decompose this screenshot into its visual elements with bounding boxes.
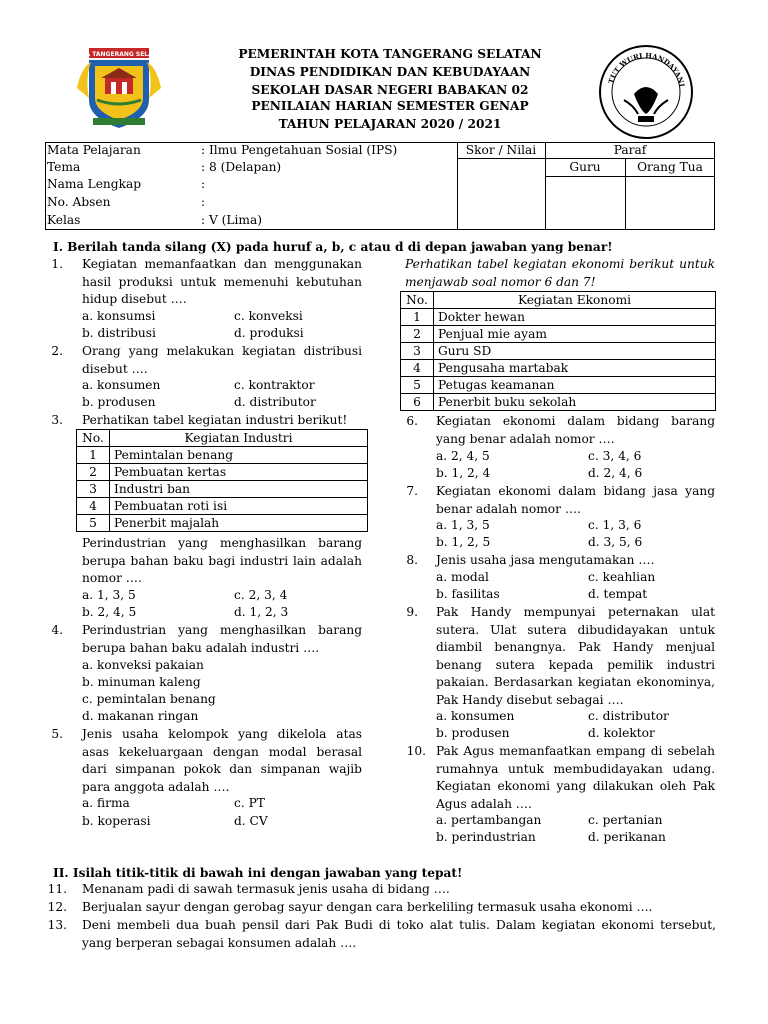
q9-option-d[interactable]: d. kolektor (588, 726, 655, 740)
table-cell-kegiatan: Pembuatan roti isi (110, 498, 368, 515)
table-header-no: No. (77, 430, 110, 447)
q9-option-a[interactable]: a. konsumen (436, 709, 515, 723)
q7-number: 7. (406, 484, 418, 498)
q10-number: 10. (406, 744, 426, 758)
table-cell-kegiatan: Industri ban (110, 481, 368, 498)
header-line-2: DINAS PENDIDIKAN DAN KEBUDAYAAN (249, 65, 531, 79)
q5-option-a[interactable]: a. firma (82, 796, 130, 810)
q3-option-c[interactable]: c. 2, 3, 4 (234, 588, 288, 602)
table-header-row (401, 292, 716, 309)
identity-value: : 8 (Delapan) (201, 160, 282, 174)
table-cell-kegiatan: Pengusaha martabak (434, 360, 716, 377)
q3-intro: Perhatikan tabel kegiatan industri berikut! (82, 413, 348, 427)
q6-option-b[interactable]: b. 1, 2, 4 (436, 466, 491, 480)
header-line-5: TAHUN PELAJARAN 2020 / 2021 (278, 117, 502, 131)
q9-option-b[interactable]: b. produsen (436, 726, 510, 740)
q6-text: Kegiatan ekonomi dalam bidang barang yang benar adalah nomor …. (436, 414, 715, 446)
q3-number: 3. (51, 413, 63, 427)
q9-option-c[interactable]: c. distributor (588, 709, 669, 723)
guru-label: Guru (569, 160, 601, 174)
q1-text: Kegiatan memanfaatkan dan menggunakan hasil produksi untuk memenuhi kebutuhan hidup disebut …. (82, 257, 362, 306)
paraf-label: Paraf (613, 143, 647, 157)
q8-text: Jenis usaha jasa mengutamakan …. (436, 553, 655, 567)
header-line-1: PEMERINTAH KOTA TANGERANG SELATAN (238, 47, 542, 61)
q10-option-a[interactable]: a. pertambangan (436, 813, 542, 827)
q8-option-b[interactable]: b. fasilitas (436, 587, 500, 601)
q8-option-d[interactable]: d. tempat (588, 587, 648, 601)
q10-option-d[interactable]: d. perikanan (588, 830, 666, 844)
industry-table (76, 429, 368, 532)
q6-option-d[interactable]: d. 2, 4, 6 (588, 466, 643, 480)
q1-option-c[interactable]: c. konveksi (234, 309, 303, 323)
q10-text: Pak Agus memanfaatkan empang di sebelah rumahnya untuk membudidayakan udang. Kegiatan ekonomi yang dilakukan oleh Pak Agus adalah …. (436, 744, 715, 811)
identity-value: : V (Lima) (201, 213, 262, 227)
q2-option-a[interactable]: a. konsumen (82, 378, 161, 392)
table-cell-kegiatan: Petugas keamanan (434, 377, 716, 394)
q7-option-b[interactable]: b. 1, 2, 5 (436, 535, 491, 549)
table-row (77, 447, 368, 464)
q13-number: 13. (47, 918, 67, 932)
economy-table (400, 291, 716, 411)
table-cell-no: 2 (77, 464, 110, 481)
q4-option-a[interactable]: a. konveksi pakaian (82, 658, 204, 672)
q6-number: 6. (406, 414, 418, 428)
section-2-title: II. Isilah titik-titik di bawah ini dengan jawaban yang tepat! (53, 866, 463, 880)
q6-option-c[interactable]: c. 3, 4, 6 (588, 449, 642, 463)
table-cell-no: 5 (401, 377, 434, 394)
q8-option-c[interactable]: c. keahlian (588, 570, 656, 584)
table-cell-kegiatan: Guru SD (434, 343, 716, 360)
grid-line (545, 176, 715, 177)
q13-text: Deni membeli dua buah pensil dari Pak Budi di toko alat tulis. Dalam kegiatan ekonomi tersebut, yang berperan sebagai konsumen adalah …. (82, 918, 716, 950)
identity-value[interactable]: : (201, 195, 206, 209)
identity-value: : Ilmu Pengetahuan Sosial (IPS) (201, 143, 398, 157)
q10-option-b[interactable]: b. perindustrian (436, 830, 536, 844)
q1-option-b[interactable]: b. distribusi (82, 326, 156, 340)
table-row (401, 377, 716, 394)
q12-text: Berjualan sayur dengan gerobag sayur dengan cara berkeliling termasuk usaha ekonomi …. (82, 900, 653, 914)
table-row (401, 360, 716, 377)
q5-text: Jenis usaha kelompok yang dikelola atas asas kekeluargaan dengan modal berasal dari simpanan pokok dan simpanan wajib para anggota adalah …. (82, 727, 362, 794)
q3-text: Perindustrian yang menghasilkan barang berupa bahan baku bagi industri lain adalah nomor …. (82, 536, 362, 585)
q7-text: Kegiatan ekonomi dalam bidang jasa yang benar adalah nomor …. (436, 484, 715, 516)
q3-option-b[interactable]: b. 2, 4, 5 (82, 605, 137, 619)
q11-number: 11. (47, 882, 67, 896)
table-row (401, 309, 716, 326)
q2-option-b[interactable]: b. produsen (82, 395, 156, 409)
q1-option-d[interactable]: d. produksi (234, 326, 304, 340)
q9-text: Pak Handy mempunyai peternakan ulat sutera. Ulat sutera dibudidayakan untuk diambil benangnya. Pak Handy menjual benang sutera kepada pemilik industri pakaian. Berdasarkan kegiatan ekonominya, Pak Handy disebut sebagai …. (436, 605, 715, 707)
identity-value[interactable]: : (201, 177, 206, 191)
table-cell-no: 4 (77, 498, 110, 515)
table-row (77, 515, 368, 532)
q3-option-a[interactable]: a. 1, 3, 5 (82, 588, 136, 602)
q5-option-c[interactable]: c. PT (234, 796, 265, 810)
q4-number: 4. (51, 623, 63, 637)
q8-number: 8. (406, 553, 418, 567)
q9-number: 9. (406, 605, 418, 619)
table-header-row (77, 430, 368, 447)
table-cell-no: 1 (401, 309, 434, 326)
q4-option-d[interactable]: d. makanan ringan (82, 709, 199, 723)
kota-tangerang-selatan-logo (75, 48, 163, 130)
table-header-kegiatan: Kegiatan Industri (110, 430, 368, 447)
right-logo-caption: TUT WURI HANDAYANI (606, 50, 687, 88)
q2-option-d[interactable]: d. distributor (234, 395, 316, 409)
q10-option-c[interactable]: c. pertanian (588, 813, 663, 827)
table-cell-no: 5 (77, 515, 110, 532)
ortu-label: Orang Tua (637, 160, 703, 174)
q1-option-a[interactable]: a. konsumsi (82, 309, 156, 323)
table-cell-kegiatan: Penjual mie ayam (434, 326, 716, 343)
table-row (77, 464, 368, 481)
q6-option-a[interactable]: a. 2, 4, 5 (436, 449, 490, 463)
table-cell-kegiatan: Penerbit majalah (110, 515, 368, 532)
header-line-4: PENILAIAN HARIAN SEMESTER GENAP (251, 99, 529, 113)
q4-text: Perindustrian yang menghasilkan barang berupa bahan baku adalah industri …. (82, 623, 362, 655)
identity-label: No. Absen (47, 195, 111, 209)
eco-table-intro: Perhatikan tabel kegiatan ekonomi berikut untuk menjawab soal nomor 6 dan 7! (405, 257, 715, 289)
q4-option-c[interactable]: c. pemintalan benang (82, 692, 216, 706)
table-cell-no: 4 (401, 360, 434, 377)
table-cell-no: 1 (77, 447, 110, 464)
q7-option-d[interactable]: d. 3, 5, 6 (588, 535, 643, 549)
q11-text: Menanam padi di sawah termasuk jenis usaha di bidang …. (82, 882, 450, 896)
table-row (77, 498, 368, 515)
skor-label: Skor / Nilai (465, 143, 537, 157)
section-1-title: I. Berilah tanda silang (X) pada huruf a, b, c atau d di depan jawaban yang benar! (53, 240, 613, 254)
identity-label: Kelas (47, 213, 81, 227)
table-cell-no: 2 (401, 326, 434, 343)
q5-option-d[interactable]: d. CV (234, 814, 268, 828)
table-cell-kegiatan: Dokter hewan (434, 309, 716, 326)
q2-number: 2. (51, 344, 63, 358)
left-logo-caption: KOTA TANGERANG SELATAN (75, 51, 163, 58)
table-cell-kegiatan: Pembuatan kertas (110, 464, 368, 481)
table-row (401, 343, 716, 360)
q3-option-d[interactable]: d. 1, 2, 3 (234, 605, 289, 619)
q2-option-c[interactable]: c. kontraktor (234, 378, 315, 392)
q12-number: 12. (47, 900, 67, 914)
table-cell-kegiatan: Pemintalan benang (110, 447, 368, 464)
q2-text: Orang yang melakukan kegiatan distribusi disebut …. (82, 344, 362, 376)
table-row (401, 394, 716, 411)
q1-number: 1. (51, 257, 63, 271)
identity-label: Tema (47, 160, 81, 174)
table-header-no: No. (401, 292, 434, 309)
q8-option-a[interactable]: a. modal (436, 570, 489, 584)
q4-option-b[interactable]: b. minuman kaleng (82, 675, 201, 689)
q5-option-b[interactable]: b. koperasi (82, 814, 151, 828)
q7-option-c[interactable]: c. 1, 3, 6 (588, 518, 642, 532)
q7-option-a[interactable]: a. 1, 3, 5 (436, 518, 490, 532)
q5-number: 5. (51, 727, 63, 741)
table-row (401, 326, 716, 343)
table-header-kegiatan: Kegiatan Ekonomi (434, 292, 716, 309)
identity-block (45, 142, 715, 230)
identity-label: Nama Lengkap (47, 177, 142, 191)
table-cell-no: 3 (401, 343, 434, 360)
table-cell-no: 3 (77, 481, 110, 498)
table-row (77, 481, 368, 498)
identity-label: Mata Pelajaran (47, 143, 141, 157)
table-cell-kegiatan: Penerbit buku sekolah (434, 394, 716, 411)
header-line-3: SEKOLAH DASAR NEGERI BABAKAN 02 (251, 83, 529, 97)
table-cell-no: 6 (401, 394, 434, 411)
tut-wuri-handayani-logo (594, 40, 698, 144)
